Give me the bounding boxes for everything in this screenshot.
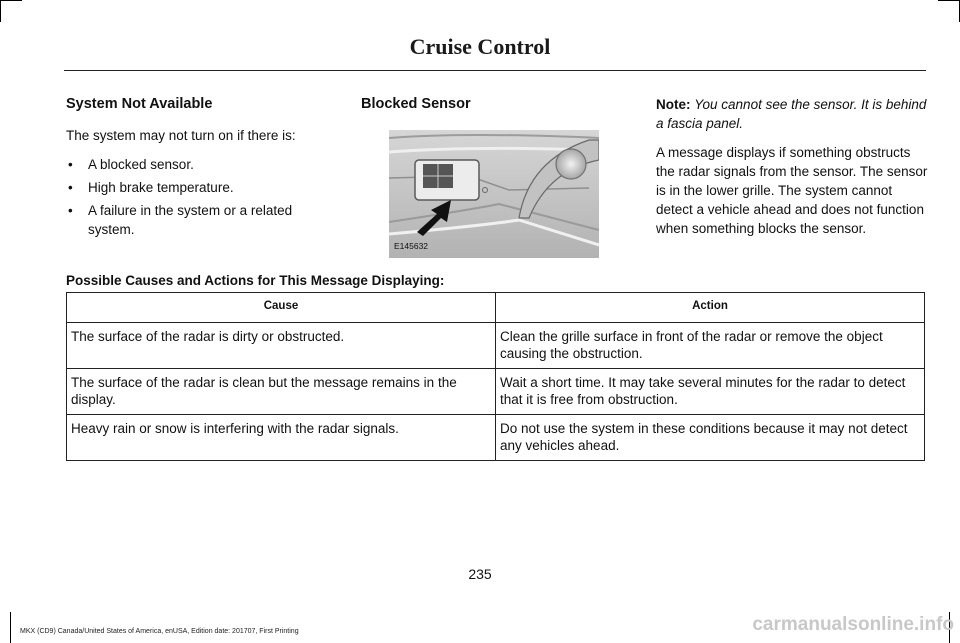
crop-mark: [10, 612, 11, 643]
table-row: [67, 369, 925, 415]
message-description: A message displays if something obstructs the radar signals from the sensor. The sensor is in the lower grille. The system cannot detect a vehicle ahead and does not function when something blocks the sensor.: [656, 145, 928, 236]
table-caption: Possible Causes and Actions for This Message Displaying:: [66, 273, 445, 288]
note: [656, 95, 928, 133]
cause-cell: Heavy rain or snow is interfering with the radar signals.: [67, 415, 496, 461]
page-number: 235: [468, 566, 492, 582]
table-header-row: [67, 293, 925, 323]
column-system-not-available: [66, 95, 326, 243]
column-header-action: Action: [496, 293, 925, 323]
sensor-illustration: [389, 130, 599, 258]
action-cell: Wait a short time. It may take several minutes for the radar to detect that it is free from obstruction.: [496, 369, 925, 415]
page-title: Cruise Control: [409, 34, 551, 59]
cause-cell: The surface of the radar is clean but the message remains in the display.: [67, 369, 496, 415]
title-rule: [64, 70, 926, 71]
watermark: carmanualsonline.info: [752, 614, 954, 635]
list-item: • High brake temperature.: [66, 178, 326, 197]
cause-list: [66, 155, 326, 239]
cause-cell: The surface of the radar is dirty or obstructed.: [67, 323, 496, 369]
list-item: • A failure in the system or a related system.: [66, 201, 326, 239]
intro-text: The system may not turn on if there is:: [66, 128, 296, 143]
column-note: [656, 95, 928, 248]
figure-code: E145632: [394, 241, 429, 251]
footer-edition: MKX (CD9) Canada/United States of America, enUSA, Edition date: 201707, First Printing: [20, 628, 299, 635]
table-row: [67, 323, 925, 369]
crop-mark: [938, 0, 960, 1]
causes-actions-table: [66, 292, 925, 461]
action-cell: Do not use the system in these conditions because it may not detect any vehicles ahead.: [496, 415, 925, 461]
crop-mark: [0, 0, 1, 22]
section-heading-blocked-sensor: Blocked Sensor: [361, 96, 471, 112]
section-heading-system-not-available: System Not Available: [66, 96, 213, 112]
note-label: Note:: [656, 97, 691, 112]
list-item: • A blocked sensor.: [66, 155, 326, 174]
column-blocked-sensor: [361, 95, 611, 126]
note-text: You cannot see the sensor. It is behind a fascia panel.: [656, 97, 927, 131]
column-header-cause: Cause: [67, 293, 496, 323]
crop-mark: [0, 0, 22, 1]
table-row: [67, 415, 925, 461]
action-cell: Clean the grille surface in front of the radar or remove the object causing the obstruction.: [496, 323, 925, 369]
